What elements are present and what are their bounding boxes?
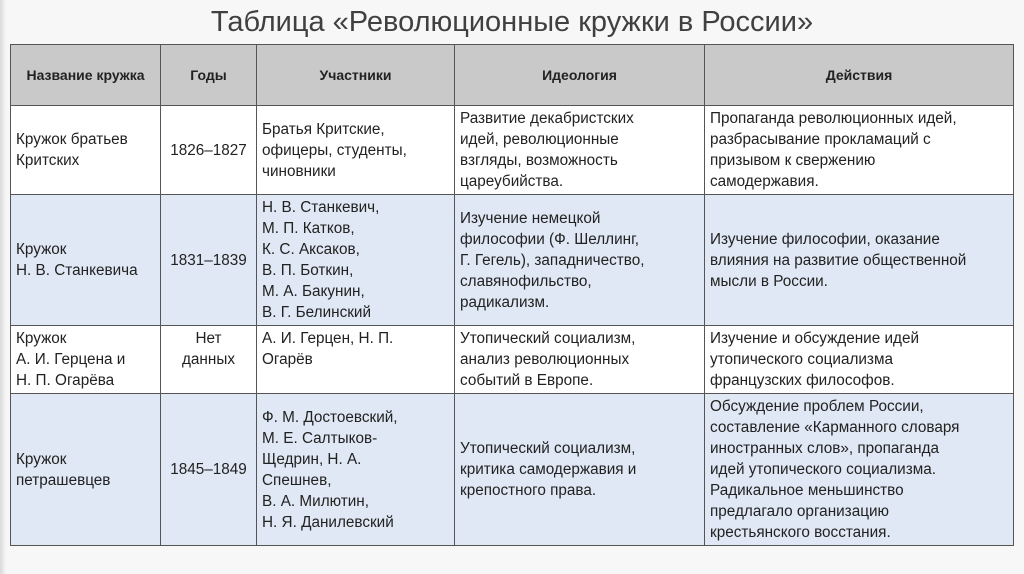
cell-years: 1831–1839 [161, 195, 257, 326]
cell-actions: Пропаганда революционных идей, разбрасывание прокламаций с призывом к свержению самодержавия. [705, 106, 1014, 195]
cell-ideology: Утопический социализм, анализ революционных событий в Европе. [455, 326, 705, 394]
table-row [11, 394, 1014, 546]
cell-name: Кружок А. И. Герцена и Н. П. Огарёва [11, 326, 161, 394]
cell-ideology: Утопический социализм, критика самодержавия и крепостного права. [455, 394, 705, 546]
header-actions: Действия [705, 45, 1014, 106]
cell-members: Ф. М. Достоевский, М. Е. Салтыков- Щедрин, Н. А. Спешнев, В. А. Милютин, Н. Я. Данилевский [257, 394, 455, 546]
header-ideology: Идеология [455, 45, 705, 106]
header-name: Название кружка [11, 45, 161, 106]
cell-actions: Обсуждение проблем России, составление «Карманного словаря иностранных слов», пропаганда идей утопического социализма. Радикальное меньшинство предлагало организацию крестьянского восстания. [705, 394, 1014, 546]
cell-ideology: Изучение немецкой философии (Ф. Шеллинг, Г. Гегель), западничество, славянофильство, радикализм. [455, 195, 705, 326]
header-members: Участники [257, 45, 455, 106]
slide-title: Таблица «Революционные кружки в России» [210, 6, 814, 38]
cell-years: Нет данных [161, 326, 257, 394]
cell-actions: Изучение философии, оказание влияния на развитие общественной мысли в России. [705, 195, 1014, 326]
cell-members: А. И. Герцен, Н. П. Огарёв [257, 326, 455, 394]
table-row [11, 106, 1014, 195]
table-row [11, 326, 1014, 394]
cell-ideology: Развитие декабристских идей, революционные взгляды, возможность цареубийства. [455, 106, 705, 195]
cell-name: Кружок петрашевцев [11, 394, 161, 546]
table-row [11, 195, 1014, 326]
cell-name: Кружок братьев Критских [11, 106, 161, 195]
cell-members: Н. В. Станкевич, М. П. Катков, К. С. Аксаков, В. П. Боткин, М. А. Бакунин, В. Г. Белинский [257, 195, 455, 326]
cell-members: Братья Критские, офицеры, студенты, чиновники [257, 106, 455, 195]
slide-edge-shadow [0, 0, 6, 574]
circles-table [10, 44, 1014, 546]
table-header-row [11, 45, 1014, 106]
cell-name: Кружок Н. В. Станкевича [11, 195, 161, 326]
cell-actions: Изучение и обсуждение идей утопического социализма французских философов. [705, 326, 1014, 394]
cell-years: 1845–1849 [161, 394, 257, 546]
cell-years: 1826–1827 [161, 106, 257, 195]
header-years: Годы [161, 45, 257, 106]
